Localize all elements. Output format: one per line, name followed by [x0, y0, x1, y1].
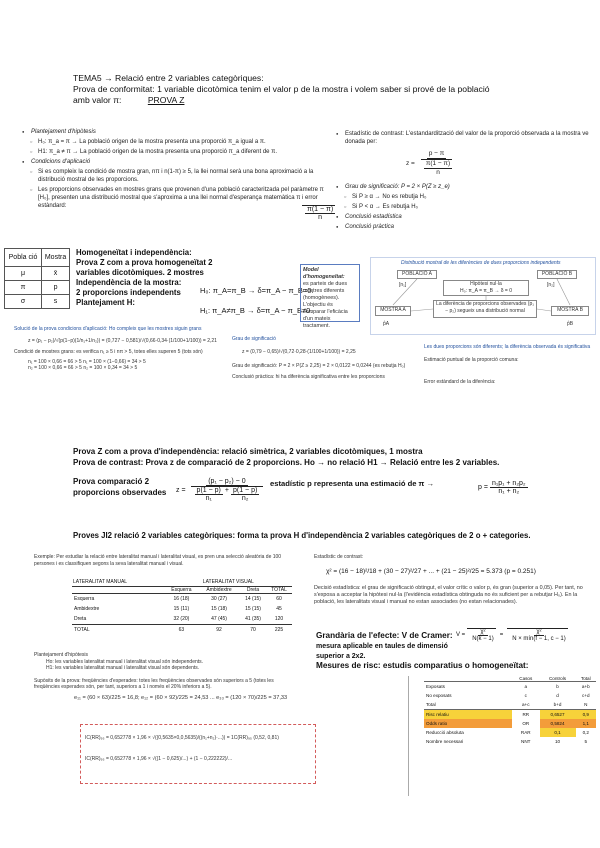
- risk-cell: NNT: [521, 739, 531, 744]
- ct-cell: 45: [276, 606, 282, 612]
- ct-cell: 15 (11): [173, 606, 190, 612]
- right-contrast-section: [336, 130, 594, 233]
- mid-left-solution: [14, 326, 224, 372]
- mid-rt-1: Les dues proporcions són diferents; la diferència observada és significativa: [424, 344, 591, 350]
- table-row: [424, 719, 596, 728]
- chi-square-title: Proves JI2 relació 2 variables categòriques: forma ta prova H d'independència 2 variables categòriques de 2 o + categories.: [73, 531, 531, 540]
- pooled-num: n₁p₁ + n₂p₂: [491, 480, 526, 487]
- mid-far-right-text: [424, 344, 596, 386]
- ct-col: TOTAL: [271, 587, 287, 593]
- ct-cell: 30 (27): [211, 596, 227, 602]
- h0-statement: ○ H₀: π_a = π → La població origen de la mostra presenta una proporció π_a igual a π.: [22, 138, 327, 146]
- mid-right-p1: Grau de significació: P = 2 × P(Z ≥ 2,25) = 2 × 0,0122 = 0,0244 (es rebutja H₀): [232, 363, 406, 369]
- risk-cell: a: [524, 684, 528, 689]
- independence-section: [73, 446, 593, 468]
- risk-cell: d: [556, 693, 559, 698]
- risk-cell-highlight: Odds ratio: [424, 719, 512, 728]
- homo-line-2: Prova Z com a prova homogeneïtat 2 variables dicotòmiques. 2 mostres: [76, 258, 213, 277]
- mid-right-eq: z = (0,79 − 0,65)/√(0,72·0,28·(1/100+1/100)) = 2,25: [242, 348, 356, 355]
- grau-a: ○ Si P ≥ α → No es rebutja H₀: [336, 193, 594, 201]
- title-line-1: TEMA5 → Relació entre 2 variables categòriques:: [73, 73, 264, 83]
- risk-cell: Reducció absoluta: [426, 730, 464, 735]
- title-line-3-pre: amb valor π:: [73, 95, 122, 105]
- ct-cell: 15 (18): [211, 606, 227, 612]
- param-cell: x̄: [42, 267, 70, 281]
- mid-right-title: Grau de significació: [232, 336, 276, 342]
- risk-cell: Nombre necessari: [426, 739, 464, 744]
- ct-cell: 225: [274, 627, 284, 633]
- indep-z-b: n₁: [205, 495, 212, 502]
- model-box-title: Model d'homogeneïtat:: [303, 267, 345, 280]
- ct-cell: 32 (20): [173, 616, 190, 622]
- example-intro: Exemple: Per estudiar la relació entre lateralitat manual i lateralitat visual, es pren una selecció aleatòria de 100 persones i es classifiquen segons la seva lateralitat manual i visual.: [34, 554, 282, 567]
- cramer-line-2: mesura aplicable en taules de dimensió: [316, 643, 448, 650]
- ct-cell: 15 (15): [245, 606, 261, 612]
- parameter-table: [4, 248, 70, 309]
- homo-line-5: Plantejament H:: [76, 298, 135, 307]
- mid-left-eq: z = (p₁ − p₂)/√(p(1−p)(1/n₁+1/n₂)) = (0,727 − 0,581)/√(0,66·0,34·(1/100+1/100)) = 2,21: [28, 337, 217, 344]
- cramer-num: χ²: [480, 629, 486, 635]
- risk-cell-highlight: 0,5824: [540, 719, 576, 728]
- risk-cell: c+d: [581, 693, 590, 698]
- indep-z-c: p(1 − p): [232, 487, 258, 494]
- pooled-den: n₁ + n₂: [498, 488, 520, 495]
- pooled-p-formula: p = $\frac{\text{n₁p₁ + n₂p₂}}{\text{n₁ + n₂}}$: [478, 480, 526, 495]
- diagram-node-sample-a: MOSTRA A: [375, 306, 411, 316]
- ct-cell: 41 (35): [245, 616, 261, 622]
- risk-cell: 10: [554, 739, 561, 744]
- risk-cell: Casos: [512, 676, 539, 682]
- ex-step-label: Plantejament d'hipòtesis: [34, 652, 89, 658]
- condition-2: ○ Les proporcions observades en mostres grans que provenen d'una població caracteritzada pel paràmetre π [H₀], presenten una distribució mostral que s'aproxima a una llei normal d'esperança matemàtica π i error estàndard:: [22, 186, 327, 210]
- ct-cell: Ambidextre: [74, 606, 100, 612]
- model-homogeneitat-box: [300, 264, 360, 329]
- homo-h1-equation: H₁: π_A≠π_B → δ=π_A − π_B≠0.: [200, 306, 313, 315]
- example-right: [306, 554, 594, 606]
- mid-left-line-2: n₂ = 100 × 0,66 = 66 > 5 n₂ = 100 × 0,34 = 34 > 5: [28, 365, 138, 371]
- conclusio-estadistica: ● Conclusió estadística: [336, 213, 594, 221]
- comp-line-1: Prova comparació 2: [73, 477, 150, 486]
- left-hypotheses-section: [22, 128, 327, 212]
- param-header-sample: Mostra: [42, 249, 70, 267]
- cramer-den: N(k − 1): [472, 636, 494, 642]
- risk-cell: 5: [584, 739, 588, 744]
- sampling-distribution-diagram: [370, 257, 596, 335]
- condicions-label: ● Condicions d'aplicació: [22, 158, 327, 166]
- indep-z-num: (p₁ − p₂) − 0: [208, 478, 246, 485]
- comparison-label: [73, 476, 166, 498]
- diagram-node-dist: La diferència de proporcions observades (p₁ − p₂) segueix una distribució normal: [433, 300, 537, 318]
- condition-1: ○ Si es compleix la condició de mostra gran, nπ i n(1-π) ≥ 5, la llei normal serà una bona aproximació a la distribució mostral de les proporcions.: [22, 168, 327, 184]
- estadistic-text: ● Estadístic de contrast: L'estandardització del valor de la proporció observada a la mostra ve donada per:: [336, 130, 594, 146]
- homo-h0-equation: H₀: π_A=π_B → δ=π_A − π_B=0.: [200, 286, 314, 295]
- ct-col: Ambidextre: [206, 587, 232, 593]
- ct-col: Esquerra: [171, 587, 192, 593]
- mid-left-cond: Condició de mostres grans: es verifica n₁ ≥ 5 i nπ > 5, totes elles superen 5 (tots són): [14, 349, 203, 355]
- ct-cell: 16 (18): [173, 596, 190, 602]
- homo-line-1: Homogeneïtat i independència:: [76, 248, 192, 257]
- risk-cell: Total: [424, 700, 512, 710]
- ct-cell: Dreta: [74, 616, 87, 622]
- risk-cell: a+b: [581, 684, 590, 689]
- indep-line-1: Prova Z com a prova d'independència: relació simètrica, 2 variables dicotòmiques, 1 mostra: [73, 447, 423, 456]
- table-row: [72, 625, 292, 636]
- grau-text: ● Grau de significació: P = 2 × P(Z ≥ z_e): [336, 183, 594, 191]
- ct-col: Dreta: [246, 587, 260, 593]
- cramer-den-2: N × mín(f − 1, c − 1): [512, 636, 566, 642]
- ct-cell: 47 (45): [211, 616, 227, 622]
- h1-statement: ○ H1: π_a ≠ π → La població origen de la mostra presenta una proporció π_a diferent de π.: [22, 148, 327, 156]
- mid-left-title: Solució de la prova condicions d'aplicació: Ho compleix que les mostres siguin grans: [14, 326, 202, 332]
- ct-cell: 14 (15): [245, 596, 261, 602]
- ex-step2: Supòsits de la prova: freqüències d'esperades: totes les freqüències observades són superiors a 5 (totes les freqüències esperades són, per tant, superiors a 1 i només el 20% inferiors a 5).: [34, 677, 274, 690]
- ci-formula-1: IC(RR)₉₅ = 0,652778 × 1,96 × √((0,5635×0,0,5635)/((n₁+n₂)·...)) = 1C(RR)₉₅ (0,52, 0,81): [85, 735, 279, 741]
- table-row: [424, 728, 596, 737]
- z-num: p − π: [428, 150, 445, 157]
- title-line-2: Prova de conformitat: 1 variable dicotòmica tenim el valor p de la mostra i volem saber si prové de la població: [73, 84, 490, 94]
- indep-z-a: p(1 − p): [196, 487, 221, 494]
- table-row: [424, 737, 596, 746]
- ex-step3b: Estadístic de contrast:: [314, 554, 364, 560]
- diagram-n2: [n₂]: [547, 282, 555, 288]
- param-cell: μ: [5, 267, 42, 281]
- ct-cell: Esquerra: [74, 596, 95, 602]
- standard-error-formula: [300, 205, 337, 221]
- table-row: [72, 594, 292, 605]
- ct-cell: TOTAL: [74, 627, 90, 633]
- diagram-arrows: [371, 258, 597, 336]
- comp-line-2: proporcions observades: [73, 488, 167, 497]
- diagram-pb: p̂B: [567, 321, 574, 327]
- diagram-n1: [n₁]: [399, 282, 407, 288]
- param-header-pop: Pobla ció: [5, 249, 42, 267]
- title-line-3: [73, 95, 593, 106]
- z-den-num: π(1 − π): [425, 160, 451, 167]
- ex-step4: Decisió estadística: el grau de significació obtingut, el valor crític o valor p, és gran (superior a 0,05). Per tant, no s'exposa a acceptar la hipòtesi nul·la (l'evidència estadística obtinguda no és suficient per a rebutjar H₀). En la població, les lateralitats visual i manual no estan associades (no estan relacionades).: [314, 585, 583, 605]
- ct-hdr: LATERALITAT VISUAL: [202, 579, 254, 585]
- diagram-node-sample-b: MOSTRA B: [551, 306, 589, 316]
- mid-rt-3: Error estàndard de la diferència:: [424, 379, 496, 385]
- risk-cell-highlight: 0,9: [576, 710, 596, 720]
- risk-measures-table: [424, 676, 596, 796]
- risk-cell: RR: [522, 712, 530, 717]
- diagram-hyp-sub: H₀: π_A = π_B → δ = 0: [459, 287, 513, 294]
- z-den-den: n: [436, 169, 440, 176]
- plantejament-label: ● Plantejament d'hipòtesis: [22, 128, 327, 136]
- mid-right-significance: [232, 336, 417, 380]
- cramer-num-2: χ²: [536, 629, 542, 635]
- ct-cell: 70: [250, 627, 256, 633]
- diagram-node-pop-a: POBLACIÓ A: [397, 270, 437, 279]
- z-two-proportions-formula: z = (p₁ − p₂) − 0 $\frac{p(1 - p)}{\text{n₁}}$ + $\frac{p(1 - p)}{\text{n₂}}$: [176, 478, 265, 502]
- risk-cell: RAR: [520, 730, 531, 735]
- mid-rt-2: Estimació puntual de la proporció comuna:: [424, 356, 519, 363]
- example-hypotheses: [34, 652, 294, 701]
- diagram-title: Distribució mostral de les diferències de dues proporcions independents: [401, 260, 561, 266]
- risk-cell-highlight: 0,1: [540, 728, 576, 737]
- risk-divider: [408, 676, 409, 796]
- prova-z-link[interactable]: PROVA Z: [147, 95, 185, 105]
- ct-cell: 63: [178, 627, 185, 633]
- risk-cell: Exposats: [426, 684, 445, 689]
- risk-cell-highlight: Risc relatiu: [424, 710, 512, 720]
- se-formula-num: π(1 − π): [307, 206, 334, 213]
- table-row: [72, 604, 292, 614]
- ex-freq: e₁₁ = (60 × 63)/225 = 16,8; e₁₂ = (60 × 92)/225 = 24,53 ... e₃₃ = (120 × 70)/225 = 37,33: [74, 694, 288, 701]
- risk-cell-highlight: 1,1: [576, 719, 596, 728]
- table-row: [424, 700, 596, 710]
- table-row: [424, 710, 596, 720]
- mid-right-p2: Conclusió pràctica: hi ha diferència significativa entre les proporcions: [232, 373, 385, 380]
- z-lhs: z =: [406, 159, 415, 167]
- risk-cell: Total: [576, 676, 596, 682]
- risk-cell: OR: [522, 721, 530, 726]
- diagram-pa: p̂A: [383, 321, 390, 327]
- confidence-interval-box: [80, 724, 316, 784]
- homogeneity-block: [76, 248, 216, 308]
- param-cell: π: [5, 281, 42, 295]
- param-cell: s: [42, 295, 70, 309]
- homo-line-3: Independència de la mostra:: [76, 278, 182, 287]
- ci-formula-2: IC(RR)₉₅ = 0,652778 × 1,96 × √((1 − 0,625)/...) + (1 − 0,222222)/...: [85, 755, 233, 762]
- cramer-line-3: superior a 2x2.: [316, 653, 366, 660]
- diagram-hyp-label: Hipòtesi nul·la: [470, 281, 502, 287]
- estimator-description: estadístic p representa una estimació de π →: [270, 479, 435, 488]
- param-cell: σ: [5, 295, 42, 309]
- grau-b: ○ Si P < α → Es rebutja H₀: [336, 203, 594, 211]
- ct-cell: 120: [274, 616, 284, 622]
- mid-left-line-1: n₁ = 100 × 0,66 = 66 > 5 n₁ = 100 × (1−0,66) = 34 > 5: [28, 358, 146, 365]
- ex-h0: Ho: les variables lateralitat manual i lateralitat visual són independents.: [46, 658, 204, 665]
- risk-cell: No exposats: [426, 693, 452, 698]
- risk-cell: N: [576, 700, 596, 710]
- cramer-formula: V = $\frac{\text{χ²}}{N(k - 1)}$ = $\frac{\text{χ²}}{\text{N × mín(f − 1, c − 1)}}$: [456, 629, 566, 642]
- ct-cell: 60: [276, 596, 282, 602]
- table-row: [72, 614, 292, 625]
- param-cell: p: [42, 281, 70, 295]
- risk-cell: Controls: [540, 676, 576, 682]
- risk-cell: c: [524, 693, 527, 698]
- diagram-node-pop-b: POBLACIÓ B: [537, 270, 577, 279]
- cramer-title: Grandària de l'efecte: V de Cramer:: [316, 631, 453, 640]
- conclusio-practica: ● Conclusió pràctica: [336, 223, 594, 231]
- indep-z-d: n₂: [241, 495, 249, 502]
- indep-line-2: Prova de contrast: Prova z de comparació de 2 proporcions. Ho → no relació H1 → Relació entre les 2 variables.: [73, 458, 500, 467]
- document-header: [73, 73, 593, 106]
- contingency-table: [72, 578, 292, 635]
- table-row: [424, 691, 596, 700]
- risk-cell: a+c: [512, 700, 539, 710]
- risk-cell: b: [556, 684, 559, 689]
- risk-title: Mesures de risc: estudis comparatius o homogeneïtat:: [316, 661, 529, 670]
- homo-line-4: 2 proporcions independents: [76, 288, 181, 297]
- risk-cell-highlight: 0,6527: [540, 710, 576, 720]
- ct-col: [72, 587, 165, 594]
- risk-cell: 0,2: [582, 730, 589, 735]
- ex-chi-eq: χ² = (16 − 18)²/18 + (30 − 27)²/27 + ... + (21 − 25)²/25 = 5.373 (p = 0.251): [326, 567, 536, 575]
- z-formula: [406, 150, 594, 177]
- ct-cell: 92: [216, 627, 222, 633]
- model-box-text: es parteix de dues mostres diferents (homogènees). L'objectiu és comparar l'eficàcia d'un mateix tractament.: [303, 281, 348, 329]
- table-row: [424, 682, 596, 692]
- ct-hdr: LATERALITAT MANUAL: [73, 579, 128, 585]
- risk-cell: b+d: [540, 700, 576, 710]
- ex-h1: H1: les variables lateralitat manual i lateralitat visual són dependents.: [46, 665, 200, 671]
- se-formula-den: n: [318, 214, 323, 221]
